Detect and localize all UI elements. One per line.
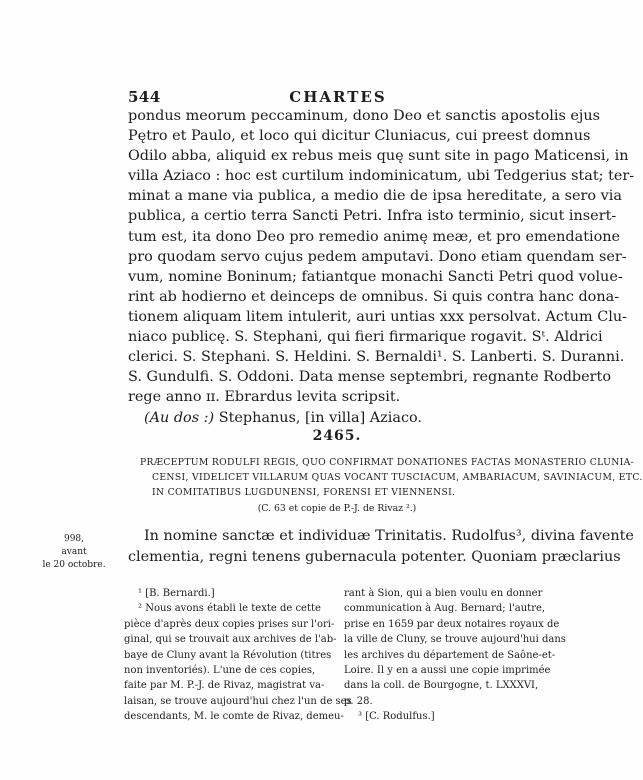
source-note: (C. 63 et copie de P.-J. de Rivaz ².) bbox=[257, 503, 417, 514]
running-title: CHARTES bbox=[289, 88, 387, 106]
footnote-line: rant à Sion, qui a bien voulu en donner bbox=[344, 588, 543, 599]
footnote-line: baye de Cluny avant la Révolution (titres bbox=[124, 649, 332, 661]
footnote-line: dans la coll. de Bourgogne, t. LXXXVI, bbox=[344, 680, 539, 692]
footnote-line: p. 28. bbox=[344, 695, 373, 707]
footnote-line: ² Nous avons établi le texte de cette bbox=[138, 603, 321, 615]
body-line: rege anno ɪɪ. Ebrardus levita scripsit. bbox=[128, 389, 401, 406]
footnote-line: pièce d'après deux copies prises sur l'ori- bbox=[124, 618, 335, 630]
footnote-line: les archives du département de Saône-et- bbox=[344, 649, 556, 661]
margin-date-line: avant bbox=[61, 547, 87, 557]
footnote-line: prise en 1659 par deux notaires royaux de bbox=[344, 618, 560, 630]
footnotes-right-column bbox=[344, 586, 566, 725]
margin-date-line: 998, bbox=[63, 534, 85, 544]
dorse-text: Stephanus, [in villa] Aziaco. bbox=[214, 410, 422, 427]
opening-line: clementia, regni tenens gubernacula potenter. Quoniam præclarius bbox=[128, 549, 621, 565]
footnote-line: communication à Aug. Bernard; l'autre, bbox=[344, 603, 546, 615]
summary-line: PRÆCEPTUM RODULFI REGIS, QUO CONFIRMAT DONATIONES FACTAS MONASTERIO CLUNIA- bbox=[140, 457, 635, 468]
dorse-note bbox=[128, 408, 546, 428]
footnote-line: la ville de Cluny, se trouve aujourd'hui dans bbox=[344, 634, 566, 646]
body-line: S. Gundulfi. S. Oddoni. Data mense septembri, regnante Rodberto bbox=[128, 369, 611, 386]
body-line: minat a mane via publica, a medio die de ipsa hereditate, a sero via bbox=[128, 188, 622, 205]
body-line: rint ab hodierno et deinceps de omnibus. Si quis contra hanc dona- bbox=[128, 288, 620, 305]
opening-line: In nomine sanctæ et individuæ Trinitatis. Rudolfus³, divina favente bbox=[144, 528, 634, 544]
footnote-line: ³ [C. Rodulfus.] bbox=[358, 711, 435, 723]
dorse-label: (Au dos :) bbox=[144, 410, 215, 427]
footnotes-left-column bbox=[124, 586, 352, 725]
charter-opening-text bbox=[128, 526, 634, 568]
footnote-line: Loire. Il y en a aussi une copie imprimée bbox=[344, 665, 551, 677]
body-line: villa Aziaco : hoc est curtilum indominicatum, ubi Tedgerius stat; ter- bbox=[128, 168, 635, 185]
summary-line: IN COMITATIBUS LUGDUNENSI, FORENSI ET VIENNENSI. bbox=[152, 487, 456, 498]
footnote-line: ¹ [B. Bernardi.] bbox=[138, 588, 215, 599]
margin-date-line: le 20 octobre. bbox=[42, 560, 106, 570]
charter-summary bbox=[140, 455, 643, 500]
footnote-line: non inventoriés). L'une de ces copies, bbox=[124, 665, 316, 677]
charter-body-text bbox=[128, 106, 635, 429]
body-line: pro quodam servo cujus pedem amputavi. Dono etiam quendam ser- bbox=[128, 248, 627, 265]
footnote-line: faite par M. P.-J. de Rivaz, magistrat va- bbox=[124, 680, 325, 692]
summary-line: CENSI, VIDELICET VILLARUM QUAS VOCANT TUSCIACUM, AMBARIACUM, SAVINIACUM, ETC. bbox=[152, 472, 643, 483]
body-line: pondus meorum peccaminum, dono Deo et sanctis apostolis ejus bbox=[128, 108, 601, 124]
body-line: Odilo abba, aliquid ex rebus meis quę sunt site in pago Maticensi, in bbox=[128, 148, 629, 165]
footnote-line: descendants, M. le comte de Rivaz, demeu- bbox=[124, 711, 344, 723]
body-line: Pętro et Paulo, et loco qui dicitur Cluniacus, cui preest domnus bbox=[128, 128, 591, 145]
footnote-line: laisan, se trouve aujourd'hui chez l'un de ses bbox=[124, 695, 352, 707]
body-paragraph bbox=[128, 106, 635, 407]
page-number: 544 bbox=[128, 88, 161, 106]
body-line: tum est, ita dono Deo pro remedio animę meæ, et pro emendatione bbox=[128, 228, 621, 245]
margin-date-note bbox=[38, 533, 110, 572]
body-line: tionem aliquam litem intulerit, auri untias xxx persolvat. Actum Clu- bbox=[128, 308, 627, 325]
charter-number: 2465. bbox=[312, 428, 362, 444]
body-line: clerici. S. Stephani. S. Heldini. S. Bernaldi¹. S. Lanberti. S. Duranni. bbox=[128, 349, 625, 366]
footnote-line: ginal, qui se trouvait aux archives de l'ab- bbox=[124, 634, 337, 646]
body-line: niaco publicę. S. Stephani, qui fieri firmarique rogavit. Sᵗ. Aldrici bbox=[128, 329, 603, 346]
body-line: publica, a certio terra Sancti Petri. Infra isto terminio, sicut insert- bbox=[128, 208, 617, 225]
body-line: vum, nomine Boninum; fatiantque monachi Sancti Petri quod volue- bbox=[128, 268, 623, 285]
